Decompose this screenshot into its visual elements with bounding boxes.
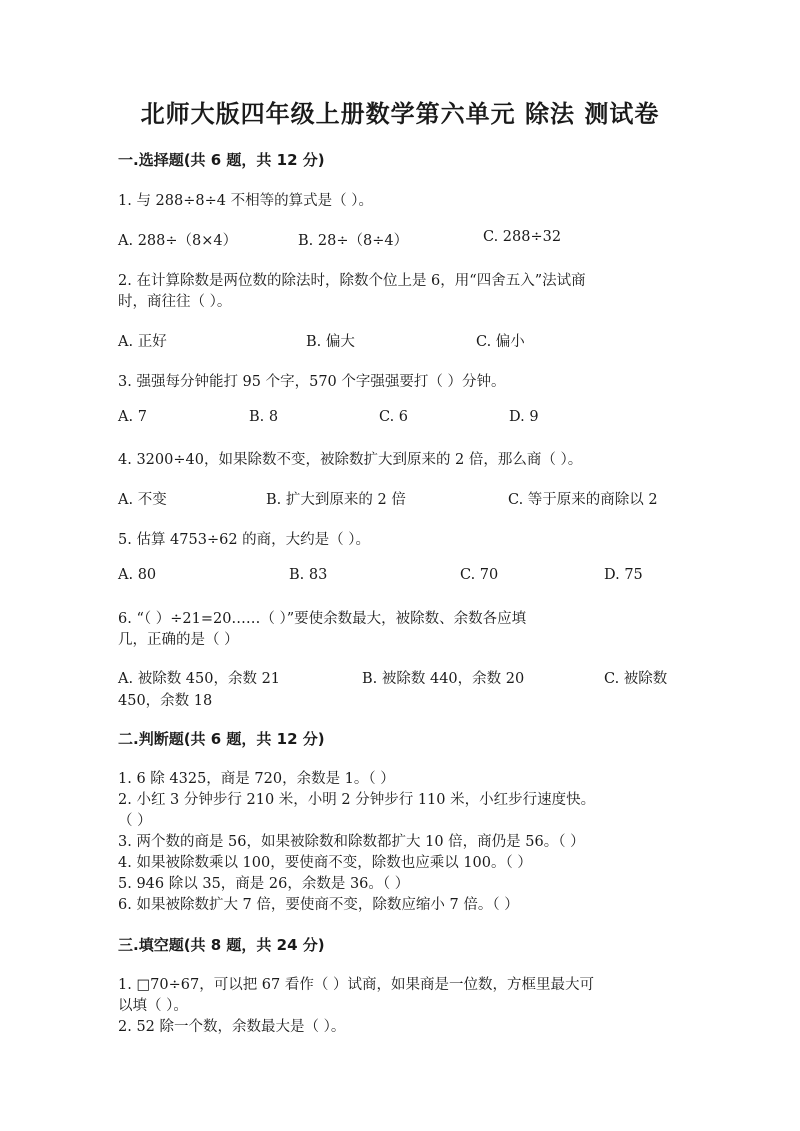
judgment-line: 1. 6 除 4325，商是 720，余数是 1。（ ） xyxy=(118,771,395,787)
option: B. 8 xyxy=(249,409,279,425)
option: A. 7 xyxy=(118,409,147,425)
page-title: 北师大版四年级上册数学第六单元 除法 测试卷 xyxy=(140,100,660,128)
option: C. 等于原来的商除以 2 xyxy=(508,492,658,508)
option: C. 288÷32 xyxy=(483,229,562,245)
option: C. 6 xyxy=(379,409,409,425)
question-stem: 3. 强强每分钟能打 95 个字，570 个字强强要打（ ）分钟。 xyxy=(118,374,506,390)
option: D. 75 xyxy=(604,567,643,583)
judgment-line: 6. 如果被除数扩大 7 倍，要使商不变，除数应缩小 7 倍。（ ） xyxy=(118,897,519,913)
option: C. 70 xyxy=(460,567,499,583)
option: A. 不变 xyxy=(118,492,167,508)
question-stem: 5. 估算 4753÷62 的商，大约是（ ）。 xyxy=(118,532,371,548)
judgment-line: 5. 946 除以 35，商是 26，余数是 36。（ ） xyxy=(118,876,410,892)
option: C. 偏小 xyxy=(476,334,525,350)
judgment-line: 4. 如果被除数乘以 100，要使商不变，除数也应乘以 100。（ ） xyxy=(118,855,532,871)
option: B. 被除数 440，余数 20 xyxy=(362,671,525,687)
option: A. 正好 xyxy=(118,334,167,350)
fill-line: 2. 52 除一个数，余数最大是（ ）。 xyxy=(118,1019,346,1035)
judgment-line: 2. 小红 3 分钟步行 210 米，小明 2 分钟步行 110 米，小红步行速度快。 xyxy=(118,792,596,808)
fill-line: 1. □70÷67，可以把 67 看作（ ）试商，如果商是一位数，方框里最大可 xyxy=(118,977,594,993)
section-heading-judgment: 二.判断题(共 6 题，共 12 分) xyxy=(118,730,325,748)
question-stem: 6. “（ ）÷21=20……（ ）”要使余数最大，被除数、余数各应填 xyxy=(118,611,527,627)
option: A. 被除数 450，余数 21 xyxy=(118,671,281,687)
option: B. 扩大到原来的 2 倍 xyxy=(266,492,406,508)
question-stem: 几，正确的是（ ） xyxy=(118,632,239,648)
option: A. 80 xyxy=(118,567,157,583)
option: B. 偏大 xyxy=(306,334,355,350)
question-stem: 2. 在计算除数是两位数的除法时，除数个位上是 6，用“四舍五入”法试商 xyxy=(118,273,586,289)
option: A. 288÷（8×4） xyxy=(118,233,238,249)
judgment-line: 3. 两个数的商是 56，如果被除数和除数都扩大 10 倍，商仍是 56。（ ） xyxy=(118,834,585,850)
question-stem: 1. 与 288÷8÷4 不相等的算式是（ ）。 xyxy=(118,193,373,209)
section-heading-choice: 一.选择题(共 6 题，共 12 分) xyxy=(118,151,325,169)
fill-line: 以填（ ）。 xyxy=(118,998,188,1014)
option: B. 83 xyxy=(289,567,328,583)
option: C. 被除数 xyxy=(604,671,668,687)
question-stem: 4. 3200÷40，如果除数不变，被除数扩大到原来的 2 倍，那么商（ ）。 xyxy=(118,452,583,468)
judgment-line: （ ） xyxy=(118,813,152,829)
option: D. 9 xyxy=(509,409,539,425)
question-stem: 时，商往往（ ）。 xyxy=(118,294,232,310)
section-heading-fill: 三.填空题(共 8 题，共 24 分) xyxy=(118,936,325,954)
option: 450，余数 18 xyxy=(118,693,213,709)
option: B. 28÷（8÷4） xyxy=(298,233,409,249)
